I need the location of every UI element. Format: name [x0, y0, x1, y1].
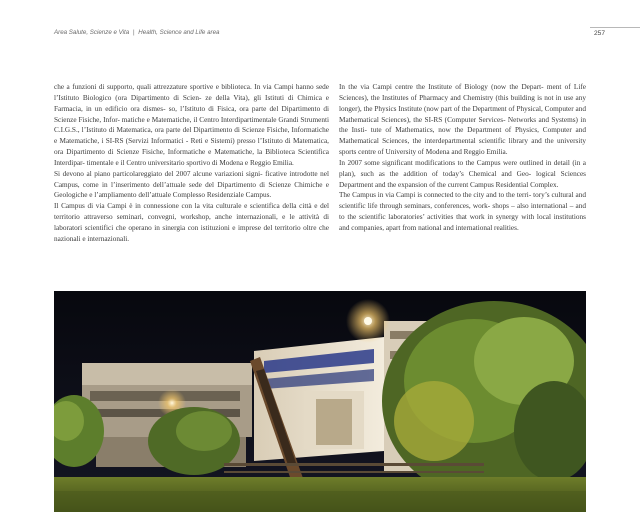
text-line: Fisiche, Informatiche e Matematiche, la Biblioteca Scientifica Interdipar- [54, 148, 329, 167]
text-line: shops – also international – and to the scientific laboratories’ activities [339, 202, 586, 222]
text-line: Mathematical Sciences, the interdepartmental scientific library and the [339, 137, 554, 146]
text-line: The Campus in via Campi is connected to the city and to the terri- [339, 191, 532, 200]
italian-paragraph-3 [54, 201, 329, 244]
text-line: national and international realities. [418, 223, 519, 232]
text-line: C.I.G.S., l’Istituto di Matematica, ora parte del Dipartimento di Scienze [54, 126, 265, 135]
text-line: tory’s cultural and scientific life through seminars, conferences, work- [339, 191, 586, 211]
text-line: della città e del territorio attraverso seminari, convegni, workshop, anche [54, 202, 329, 222]
text-line: ment of Life Sciences), the Institutes of Pharmacy and Chemistry (this [339, 83, 586, 102]
english-text-column [339, 82, 586, 234]
text-line: in detail (in a plan), such as the addition of today’s Chemical and Geo- [339, 158, 587, 178]
header-title-english: Health, Science and Life area [138, 29, 220, 36]
english-paragraph-2 [339, 158, 586, 191]
text-line: logical Sciences Department and the expansion of the current Campus [339, 169, 587, 189]
fence [224, 463, 484, 466]
text-line: so, l’Istituto di Fisica, ora parte del Dipartimento di Scienze Fisiche, Infor- [54, 104, 330, 124]
text-line: In the via Campi centre the Institute of Biology (now the Depart- [339, 83, 544, 91]
text-line: that work in synergy with local institutions and companies, apart from [339, 213, 586, 232]
text-line: matiche e Matematiche, il Centro Interdipartimentale Grandi Strumenti [121, 115, 329, 124]
italian-text-column [54, 82, 329, 245]
left-building-roof [82, 363, 252, 385]
english-paragraph-1 [339, 82, 586, 158]
running-header [54, 29, 219, 36]
page-number-rule [590, 27, 640, 28]
header-separator: | [132, 29, 135, 36]
header-title-italian: Area Salute, Scienze e Vita [54, 29, 130, 36]
text-line: ze della Vita), gli Istituti di Chimica e Farmacia, in un edificio ora dismes- [54, 93, 329, 113]
text-line: e Sistemi) presso l’Istituto di Matematica, ora Dipartimento di Scienze [54, 137, 329, 157]
text-line: che a funzioni di supporto, quali attrezzature sportive e biblioteca. [54, 83, 252, 91]
text-line: Si devono al piano particolareggiato del 2007 alcune variazioni signi- [54, 169, 263, 178]
text-line: the Department of Physical, Computer and Mathematical Sciences), [339, 104, 587, 124]
text-line: timentale e il Centro universitario sportivo di Modena e Reggio Emilia. [86, 158, 294, 167]
italian-paragraph-2 [54, 169, 329, 202]
campus-night-photo [54, 291, 586, 512]
text-line: dell’attuale Complesso Residenziale Campus. [138, 191, 272, 200]
text-line: Residential Complex. [495, 180, 559, 189]
text-line: del Dipartimento di Scienze Chimiche e Geologiche e l’ampliamento [54, 180, 329, 200]
text-line: building is not in use any longer), the Physics Institute (now part of [339, 93, 587, 113]
text-line: university sports centre of University of Modena and Reggio Emilia. [339, 137, 586, 157]
text-line: In 2007 some significant modifications to the Campus were outlined [339, 158, 544, 167]
page-number: 257 [594, 30, 606, 37]
text-line: tute of Mathematics, now the Department of Physics, Computer and [370, 126, 587, 135]
campus-night-photo-illustration [54, 291, 586, 512]
text-line: ficative introdotte nel Campus, come in l’inserimento dell’attuale sede [54, 169, 330, 189]
text-line: con istituzioni e imprese del territorio oltre che nazionali e internazionali. [54, 223, 330, 243]
text-line: the SI-RS (Computer Services- Networks and Systems) in the Insti- [339, 115, 587, 135]
text-line: internazionali, e le attività di laboratori scientifici che operano in sinergia [54, 213, 330, 232]
text-line: In via Campi hanno sede l’Istituto Biologico (ora Dipartimento di Scien- [54, 83, 329, 102]
text-line: Il Campus di via Campi è in connessione con la vita culturale e scientifica [54, 202, 280, 211]
english-paragraph-3 [339, 190, 586, 233]
italian-paragraph-1 [54, 82, 329, 169]
text-line: Fisiche, Informatiche e Matematiche, i SI-RS (Servizi Informatici - Reti [54, 126, 330, 146]
